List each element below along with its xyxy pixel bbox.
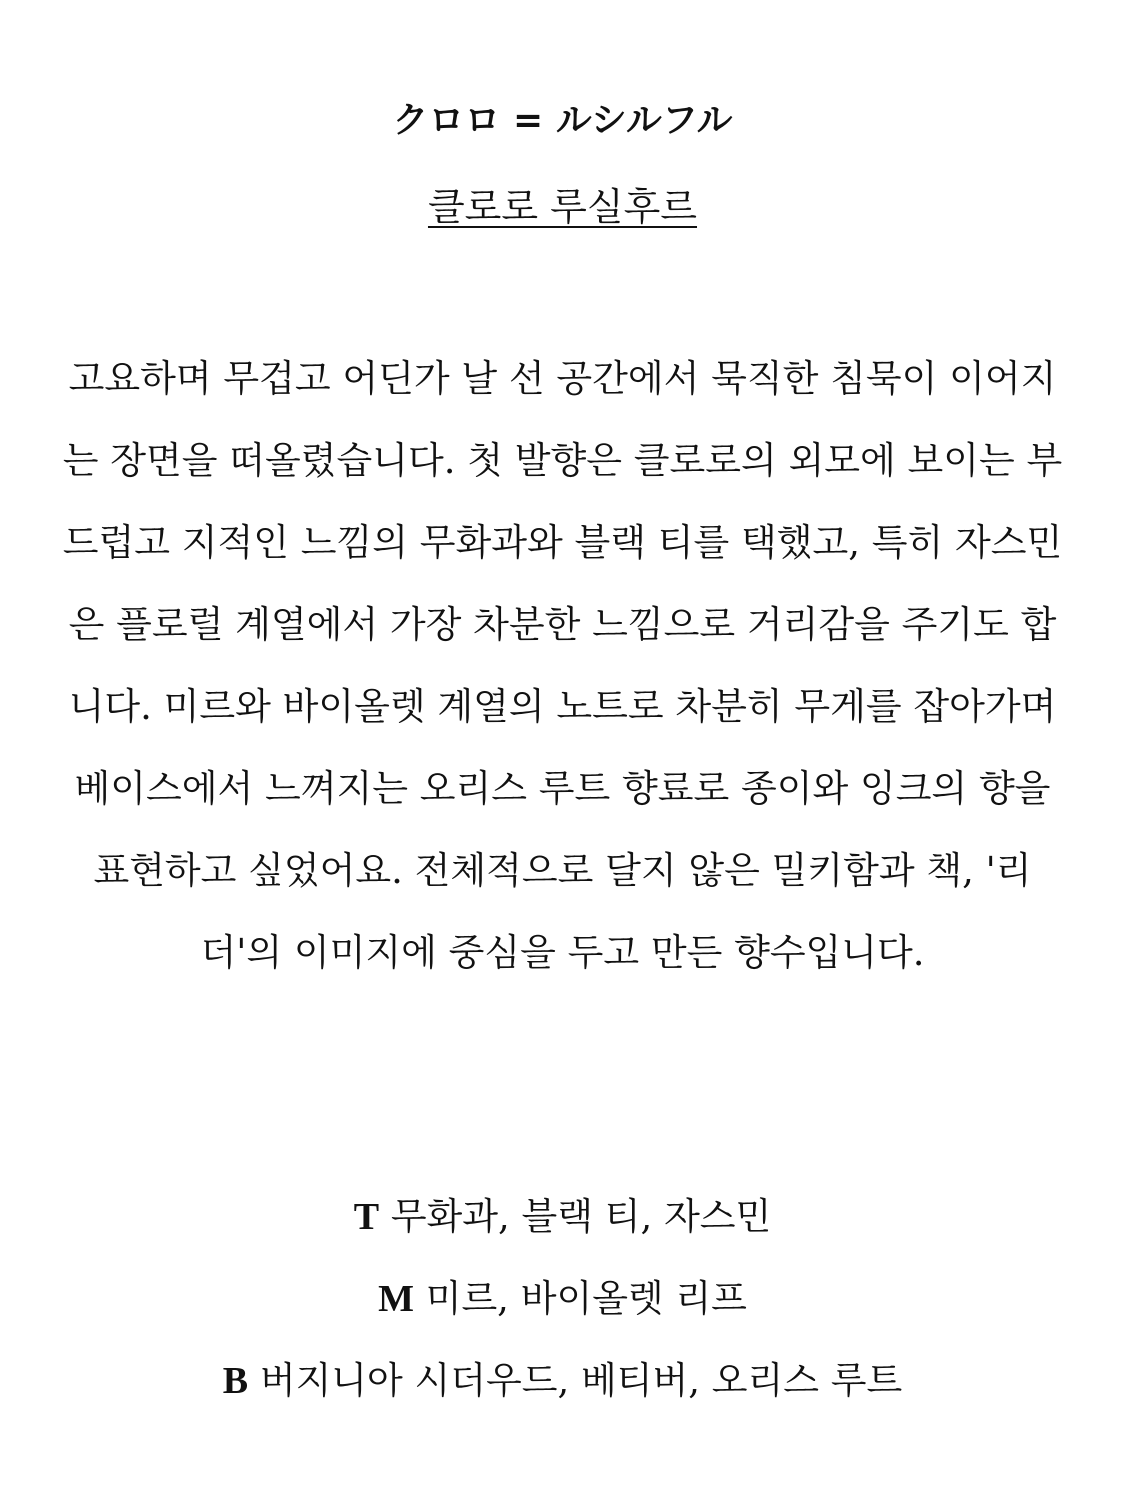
top-note-line xyxy=(0,1176,1125,1258)
page-title-japanese: クロロ = ルシルフル xyxy=(392,100,733,141)
fragrance-notes xyxy=(0,1176,1125,1422)
subtitle-korean-text: 클로로 루실후르 xyxy=(427,185,698,229)
middle-note-value: 미르, 바이올렛 리프 xyxy=(425,1277,747,1320)
base-note-key: B xyxy=(222,1360,249,1402)
description-paragraph: 고요하며 무겁고 어딘가 날 선 공간에서 묵직한 침묵이 이어지는 장면을 떠올렸습니다. 첫 발향은 클로로의 외모에 보이는 부드럽고 지적인 느낌의 무화과와 블랙 티를 택했고, 특히 자스민은 플로럴 계열에서 가장 차분한 느낌으로 거리감을 주기도 합니다. 미르와 바이올렛 계열의 노트로 차분히 무게를 잡아가며 베이스에서 느껴지는 오리스 루트 향료로 종이와 잉크의 향을 표현하고 싶었어요. 전체적으로 달지 않은 밀키함과 책, '리더'의 이미지에 중심을 두고 만든 향수입니다. xyxy=(62,357,1063,974)
top-note-value: 무화과, 블랙 티, 자스민 xyxy=(390,1195,772,1238)
base-note-line xyxy=(0,1340,1125,1422)
middle-note-line xyxy=(0,1258,1125,1340)
middle-note-key: M xyxy=(378,1278,414,1320)
top-note-key: T xyxy=(353,1196,380,1238)
page-subtitle-korean xyxy=(0,182,1125,232)
base-note-value: 버지니아 시더우드, 베티버, 오리스 루트 xyxy=(259,1359,903,1402)
